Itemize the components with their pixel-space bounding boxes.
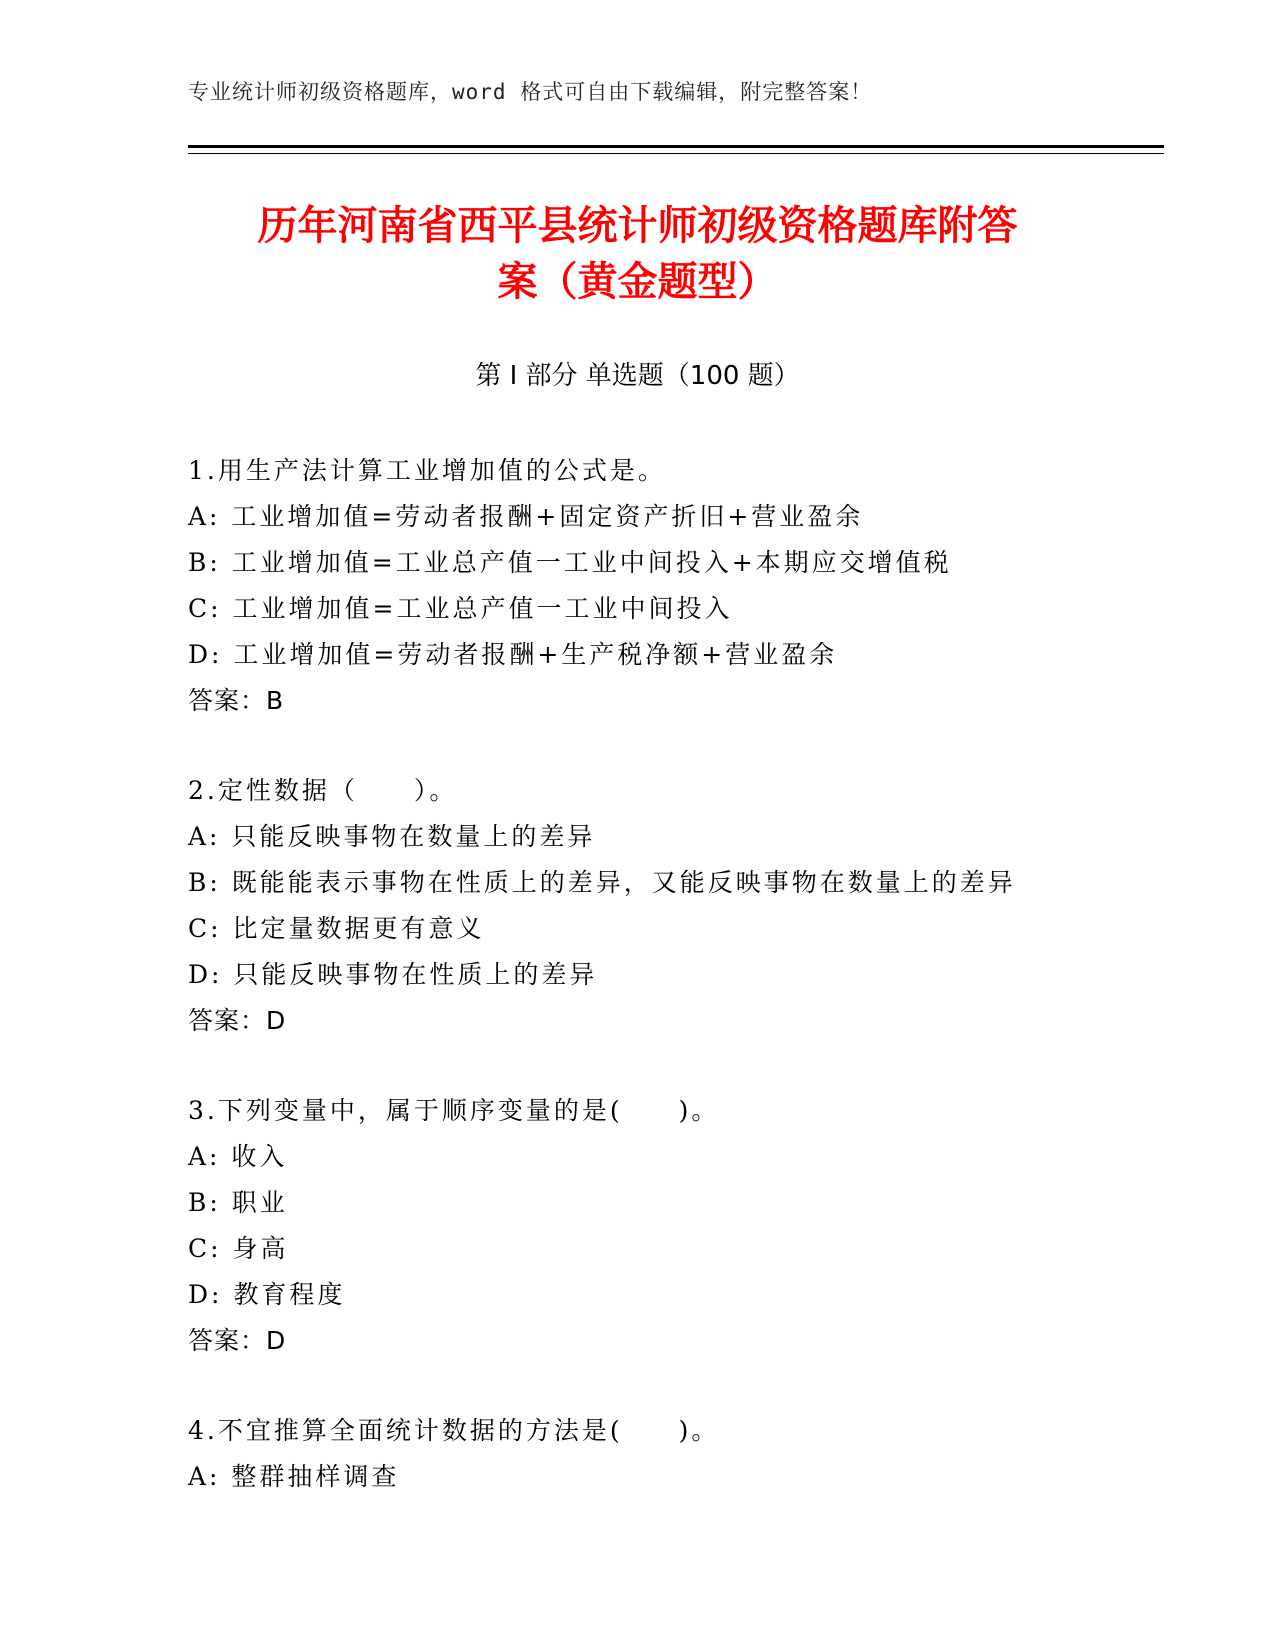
header-note: 专业统计师初级资格题库，word 格式可自由下载编辑，附完整答案！ — [188, 80, 873, 104]
option-b: B: 工业增加值=工业总产值一工业中间投入+本期应交增值税 — [188, 548, 952, 577]
question-stem: 1.用生产法计算工业增加值的公式是。 — [188, 456, 666, 485]
option-d: D: 只能反映事物在性质上的差异 — [188, 960, 598, 989]
document-title-line-1: 历年河南省西平县统计师初级资格题库附答 — [257, 203, 1018, 249]
option-b: B: 职业 — [188, 1188, 288, 1217]
question-stem: 3.下列变量中，属于顺序变量的是( )。 — [188, 1096, 720, 1125]
question-1 — [188, 448, 1168, 724]
question-stem: 2.定性数据（ ）。 — [188, 776, 458, 805]
question-2 — [188, 768, 1168, 1044]
option-a: A: 整群抽样调查 — [188, 1462, 400, 1491]
answer-text: 答案：B — [188, 686, 285, 715]
answer-text: 答案：D — [188, 1006, 287, 1035]
question-stem: 4.不宜推算全面统计数据的方法是( )。 — [188, 1416, 720, 1445]
header-rule-thick — [188, 145, 1164, 148]
option-a: A: 只能反映事物在数量上的差异 — [188, 822, 596, 851]
option-a: A: 工业增加值=劳动者报酬+固定资产折旧+营业盈余 — [188, 502, 864, 531]
header-rule-thin — [188, 153, 1164, 154]
option-b: B: 既能能表示事物在性质上的差异，又能反映事物在数量上的差异 — [188, 868, 1016, 897]
question-list — [188, 448, 1168, 1544]
option-d: D: 教育程度 — [188, 1280, 346, 1309]
option-a: A: 收入 — [188, 1142, 288, 1171]
question-4 — [188, 1408, 1168, 1500]
answer-text: 答案：D — [188, 1326, 287, 1355]
option-c: C: 身高 — [188, 1234, 289, 1263]
document-title — [150, 198, 1125, 310]
question-3 — [188, 1088, 1168, 1364]
option-c: C: 比定量数据更有意义 — [188, 914, 485, 943]
option-c: C: 工业增加值=工业总产值一工业中间投入 — [188, 594, 733, 623]
document-title-line-2: 案（黄金题型） — [497, 259, 778, 305]
option-d: D: 工业增加值=劳动者报酬+生产税净额+营业盈余 — [188, 640, 838, 669]
section-title: 第 I 部分 单选题（100 题） — [475, 361, 800, 391]
